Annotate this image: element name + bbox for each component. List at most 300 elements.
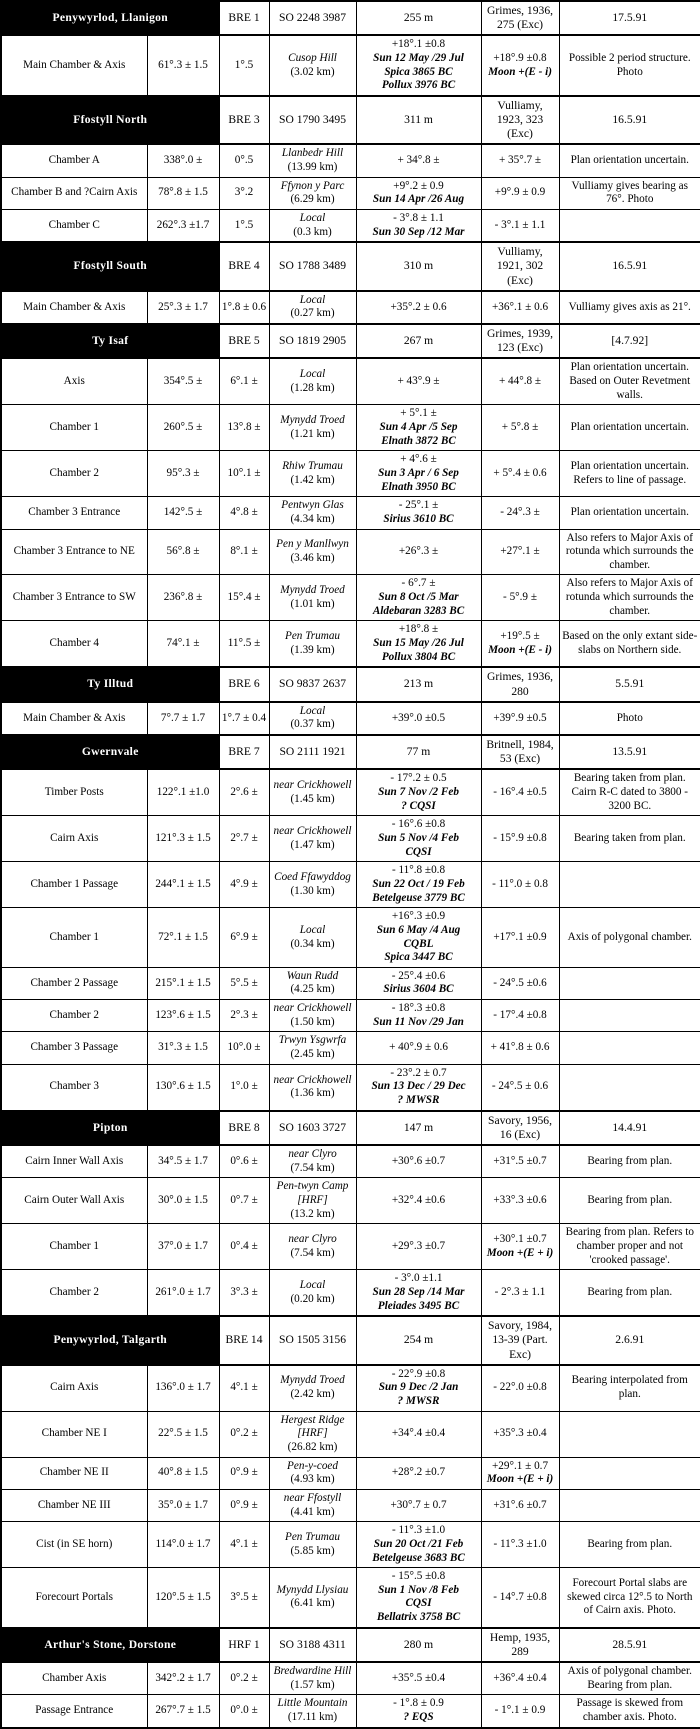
- horizon-name: Pen Trumau: [285, 630, 341, 643]
- notes-cell: [559, 1457, 700, 1489]
- declination-cell: [356, 1489, 481, 1521]
- declination-event: ? EQS: [403, 1711, 434, 1724]
- horizon-name: near Crickhowell: [273, 1002, 352, 1015]
- declination-value: - 3°.0 ±1.1: [394, 1272, 443, 1285]
- feature-label: Cairn Inner Wall Axis: [1, 1145, 147, 1178]
- horizon-name: Mynydd Llysiau: [276, 1583, 349, 1596]
- declination-corrected-value: +19°.5 ±: [500, 630, 540, 643]
- declination-cell: [356, 1662, 481, 1695]
- azimuth-value: 40°.8 ± 1.5: [147, 1457, 219, 1489]
- horizon-distance: (1.42 km): [290, 473, 335, 486]
- azimuth-value: 244°.1 ± 1.5: [147, 862, 219, 908]
- horizon-name: Llanbedr Hill: [281, 147, 344, 160]
- notes-cell: Plan orientation uncertain. Refers to line of passage.: [559, 451, 700, 497]
- site-reference: Savory, 1956, 16 (Exc): [481, 1111, 559, 1145]
- horizon-cell: [269, 1224, 356, 1270]
- declination-corrected-cell: [481, 1695, 559, 1728]
- azimuth-value: 35°.0 ± 1.7: [147, 1489, 219, 1521]
- horizon-altitude-value: 0°.5: [219, 144, 269, 177]
- declination-corrected-cell: [481, 1365, 559, 1411]
- horizon-distance: (2.45 km): [290, 1048, 335, 1061]
- declination-event: Elnath 3950 BC: [381, 480, 456, 493]
- horizon-cell: [269, 1064, 356, 1110]
- declination-corrected-value: +17°.1 ±0.9: [493, 930, 547, 943]
- site-reference: Grimes, 1939, 123 (Exc): [481, 324, 559, 358]
- azimuth-value: 120°.5 ± 1.5: [147, 1568, 219, 1628]
- declination-corrected-value: - 22°.0 ±0.8: [493, 1381, 547, 1394]
- azimuth-value: 123°.6 ± 1.5: [147, 1000, 219, 1032]
- horizon-cell: [269, 1568, 356, 1628]
- horizon-altitude-value: 10°.0 ±: [219, 1032, 269, 1064]
- horizon-cell: [269, 1365, 356, 1411]
- azimuth-value: 121°.3 ± 1.5: [147, 816, 219, 862]
- horizon-distance: (2.42 km): [290, 1388, 335, 1401]
- azimuth-value: 56°.8 ±: [147, 529, 219, 575]
- horizon-cell: [269, 967, 356, 999]
- horizon-cell: [269, 1145, 356, 1178]
- site-reference: Grimes, 1936, 275 (Exc): [481, 1, 559, 35]
- site-grid-reference: SO 1505 3156: [269, 1316, 356, 1364]
- table-row: [1, 209, 700, 242]
- declination-value: - 11°.8 ±0.8: [391, 864, 446, 877]
- declination-cell: [356, 702, 481, 735]
- declination-event: Betelgeuse 3683 BC: [372, 1551, 465, 1564]
- declination-corrected-value: + 44°.8 ±: [498, 374, 542, 387]
- horizon-distance: (5.85 km): [290, 1544, 335, 1557]
- feature-label: Axis: [1, 358, 147, 404]
- notes-cell: Plan orientation uncertain.: [559, 497, 700, 529]
- site-altitude: 280 m: [356, 1628, 481, 1662]
- horizon-distance: (1.30 km): [290, 884, 335, 897]
- feature-label: Main Chamber & Axis: [1, 35, 147, 96]
- notes-cell: Bearing from plan. Refers to chamber proper and not 'crooked passage'.: [559, 1224, 700, 1270]
- horizon-cell: [269, 575, 356, 621]
- horizon-altitude-value: 4°.1 ±: [219, 1365, 269, 1411]
- horizon-cell: [269, 497, 356, 529]
- site-reference: Britnell, 1984, 53 (Exc): [481, 735, 559, 769]
- azimuth-value: 114°.0 ± 1.7: [147, 1522, 219, 1568]
- horizon-altitude-value: 5°.5 ±: [219, 967, 269, 999]
- notes-cell: Forecourt Portal slabs are skewed circa 12°.5 to North of Cairn axis. Photo.: [559, 1568, 700, 1628]
- notes-cell: Bearing taken from plan. Cairn R-C dated to 3800 - 3200 BC.: [559, 769, 700, 815]
- azimuth-value: 130°.6 ± 1.5: [147, 1064, 219, 1110]
- horizon-cell: [269, 1662, 356, 1695]
- table-row: [1, 1365, 700, 1411]
- horizon-altitude-value: 0°.4 ±: [219, 1224, 269, 1270]
- horizon-name: Mynydd Troed: [280, 414, 345, 427]
- table-row: [1, 1695, 700, 1728]
- site-altitude: 254 m: [356, 1316, 481, 1364]
- horizon-distance: (1.50 km): [290, 1015, 335, 1028]
- declination-corrected-value: +35°.3 ±0.4: [493, 1427, 547, 1440]
- horizon-name: Local: [299, 211, 326, 224]
- azimuth-value: 22°.5 ± 1.5: [147, 1411, 219, 1457]
- table-row: [1, 358, 700, 404]
- azimuth-value: 236°.8 ±: [147, 575, 219, 621]
- declination-event: Sun 22 Oct / 19 Feb: [372, 877, 465, 890]
- horizon-name: Waun Rudd: [286, 969, 339, 982]
- declination-corrected-value: - 14°.7 ±0.8: [493, 1590, 547, 1603]
- table-row: [1, 1064, 700, 1110]
- site-grid-reference: SO 1790 3495: [269, 96, 356, 144]
- site-header-row: [1, 1628, 700, 1662]
- horizon-cell: [269, 908, 356, 968]
- feature-label: Chamber 4: [1, 621, 147, 667]
- table-row: [1, 816, 700, 862]
- site-survey-date: 14.4.91: [559, 1111, 700, 1145]
- declination-corrected-value: +18°.9 ±0.8: [493, 51, 547, 64]
- declination-corrected-cell: [481, 1489, 559, 1521]
- table-body: [1, 1, 700, 1728]
- declination-cell: [356, 1457, 481, 1489]
- azimuth-value: 338°.0 ±: [147, 144, 219, 177]
- horizon-cell: [269, 451, 356, 497]
- table-row: [1, 1224, 700, 1270]
- declination-cell: [356, 769, 481, 815]
- horizon-name: Mynydd Troed: [280, 584, 345, 597]
- horizon-altitude-value: 0°.9 ±: [219, 1489, 269, 1521]
- horizon-altitude-value: 0°.6 ±: [219, 1145, 269, 1178]
- feature-label: Chamber 2: [1, 1270, 147, 1316]
- notes-cell: Plan orientation uncertain. Based on Outer Revetment walls.: [559, 358, 700, 404]
- horizon-distance: (6.41 km): [290, 1597, 335, 1610]
- site-reference: Vulliamy, 1923, 323 (Exc): [481, 96, 559, 144]
- feature-label: Chamber Axis: [1, 1662, 147, 1695]
- horizon-name: Pen-y-coed: [287, 1459, 338, 1472]
- feature-label: Chamber NE III: [1, 1489, 147, 1521]
- table-row: [1, 291, 700, 324]
- azimuth-value: 261°.0 ± 1.7: [147, 1270, 219, 1316]
- declination-event: Sun 4 Apr /5 Sep: [379, 420, 458, 433]
- site-header-row: [1, 735, 700, 769]
- declination-value: +35°.2 ± 0.6: [390, 300, 447, 313]
- feature-label: Chamber NE II: [1, 1457, 147, 1489]
- declination-value: - 18°.3 ±0.8: [391, 1002, 446, 1015]
- declination-event: Sun 8 Oct /5 Mar: [378, 591, 459, 604]
- notes-cell: Also refers to Major Axis of rotunda which surrounds the chamber.: [559, 529, 700, 575]
- site-altitude: 310 m: [356, 242, 481, 290]
- horizon-altitude-value: 0°.2 ±: [219, 1411, 269, 1457]
- horizon-distance: (0.34 km): [290, 937, 335, 950]
- site-altitude: 255 m: [356, 1, 481, 35]
- declination-cell: [356, 1145, 481, 1178]
- horizon-name: Coed Ffawyddog: [274, 871, 351, 884]
- declination-cell: [356, 451, 481, 497]
- horizon-altitude-value: 6°.1 ±: [219, 358, 269, 404]
- horizon-distance: (1.01 km): [290, 597, 335, 610]
- declination-corrected-cell: [481, 908, 559, 968]
- declination-corrected-cell: [481, 769, 559, 815]
- notes-cell: [559, 1064, 700, 1110]
- declination-corrected-cell: [481, 1662, 559, 1695]
- feature-label: Cairn Axis: [1, 1365, 147, 1411]
- table-row: [1, 1032, 700, 1064]
- table-row: [1, 1270, 700, 1316]
- site-header-row: [1, 96, 700, 144]
- declination-corrected-value: - 2°.3 ± 1.1: [494, 1285, 546, 1298]
- notes-cell: [559, 1032, 700, 1064]
- declination-corrected-cell: [481, 209, 559, 242]
- horizon-name: Hergest Ridge [HRF]: [280, 1413, 345, 1440]
- site-survey-date: 13.5.91: [559, 735, 700, 769]
- site-reference: Savory, 1984, 13-39 (Part. Exc): [481, 1316, 559, 1364]
- declination-corrected-cell: [481, 529, 559, 575]
- horizon-distance: (1.36 km): [290, 1087, 335, 1100]
- declination-value: - 25°.4 ±0.6: [391, 969, 446, 982]
- notes-cell: [559, 967, 700, 999]
- feature-label: Chamber 3 Entrance: [1, 497, 147, 529]
- declination-value: +30°.6 ±0.7: [391, 1154, 446, 1167]
- declination-corrected-value: +30°.1 ±0.7: [493, 1233, 547, 1246]
- feature-label: Chamber C: [1, 209, 147, 242]
- declination-corrected-cell: [481, 1270, 559, 1316]
- notes-cell: Axis of polygonal chamber.: [559, 908, 700, 968]
- horizon-name: Local: [299, 1279, 326, 1292]
- declination-corrected-cell: [481, 967, 559, 999]
- table-row: [1, 35, 700, 96]
- horizon-cell: [269, 816, 356, 862]
- notes-cell: Also refers to Major Axis of rotunda which surrounds the chamber.: [559, 575, 700, 621]
- feature-label: Timber Posts: [1, 769, 147, 815]
- declination-event: Sun 9 Dec /2 Jan: [378, 1381, 459, 1394]
- declination-value: +35°.5 ±0.4: [391, 1671, 446, 1684]
- site-header-row: [1, 1316, 700, 1364]
- azimuth-value: 31°.3 ± 1.5: [147, 1032, 219, 1064]
- horizon-distance: (1.57 km): [290, 1678, 335, 1691]
- horizon-name: Bredwardine Hill: [273, 1665, 352, 1678]
- declination-corrected-value: + 35°.7 ±: [498, 154, 542, 167]
- horizon-altitude-value: 8°.1 ±: [219, 529, 269, 575]
- feature-label: Chamber 3 Entrance to SW: [1, 575, 147, 621]
- site-name: Penywyrlod, Llanigon: [1, 1, 219, 35]
- horizon-altitude-value: 4°.9 ±: [219, 862, 269, 908]
- site-survey-date: 2.6.91: [559, 1316, 700, 1364]
- declination-corrected-cell: [481, 35, 559, 96]
- feature-label: Main Chamber & Axis: [1, 291, 147, 324]
- azimuth-value: 262°.3 ±1.7: [147, 209, 219, 242]
- site-header-row: [1, 667, 700, 701]
- site-survey-date: 5.5.91: [559, 667, 700, 701]
- notes-cell: Bearing from plan.: [559, 1522, 700, 1568]
- horizon-cell: [269, 621, 356, 667]
- notes-cell: Bearing from plan.: [559, 1270, 700, 1316]
- declination-corrected-cell: [481, 451, 559, 497]
- declination-corrected-cell: [481, 816, 559, 862]
- table-row: [1, 1489, 700, 1521]
- site-code: BRE 8: [219, 1111, 269, 1145]
- horizon-distance: (0.37 km): [290, 718, 335, 731]
- azimuth-value: 34°.5 ± 1.7: [147, 1145, 219, 1178]
- site-altitude: 213 m: [356, 667, 481, 701]
- horizon-distance: (4.93 km): [290, 1473, 335, 1486]
- declination-cell: [356, 1695, 481, 1728]
- horizon-cell: [269, 702, 356, 735]
- site-name: Ffostyll North: [1, 96, 219, 144]
- declination-event: Sun 1 Nov /8 Feb: [378, 1583, 459, 1596]
- declination-cell: [356, 1224, 481, 1270]
- site-survey-date: 16.5.91: [559, 96, 700, 144]
- declination-value: +39°.0 ±0.5: [391, 711, 446, 724]
- declination-value: - 6°.7 ±: [401, 577, 436, 590]
- declination-cell: [356, 35, 481, 96]
- declination-value: - 15°.5 ±0.8: [391, 1570, 446, 1583]
- horizon-altitude-value: 4°.1 ±: [219, 1522, 269, 1568]
- declination-event: Pollux 3976 BC: [381, 79, 456, 92]
- declination-cell: [356, 144, 481, 177]
- notes-cell: Bearing taken from plan.: [559, 816, 700, 862]
- declination-corrected-cell: [481, 1064, 559, 1110]
- notes-cell: [559, 1411, 700, 1457]
- horizon-cell: [269, 1032, 356, 1064]
- table-row: [1, 529, 700, 575]
- declination-corrected-cell: [481, 621, 559, 667]
- declination-cell: [356, 1411, 481, 1457]
- declination-corrected-cell: [481, 497, 559, 529]
- notes-cell: Photo: [559, 702, 700, 735]
- horizon-cell: [269, 529, 356, 575]
- horizon-name: Pen-twyn Camp [HRF]: [276, 1180, 349, 1206]
- azimuth-value: 37°.0 ± 1.7: [147, 1224, 219, 1270]
- declination-cell: [356, 1032, 481, 1064]
- declination-event: Sun 6 May /4 Aug: [376, 923, 461, 936]
- declination-value: - 17°.2 ± 0.5: [390, 772, 447, 785]
- site-code: BRE 3: [219, 96, 269, 144]
- declination-value: - 3°.8 ± 1.1: [393, 211, 444, 224]
- declination-event: Elnath 3872 BC: [381, 434, 456, 447]
- horizon-cell: [269, 1411, 356, 1457]
- notes-cell: Possible 2 period structure. Photo: [559, 35, 700, 96]
- azimuth-value: 95°.3 ±: [147, 451, 219, 497]
- horizon-altitude-value: 13°.8 ±: [219, 405, 269, 451]
- horizon-distance: (7.54 km): [290, 1246, 335, 1259]
- azimuth-value: 260°.5 ±: [147, 405, 219, 451]
- horizon-name: Rhiw Trumau: [282, 460, 343, 473]
- azimuth-value: 78°.8 ± 1.5: [147, 177, 219, 209]
- horizon-cell: [269, 1489, 356, 1521]
- site-name: Ty Illtud: [1, 667, 219, 701]
- declination-corrected-cell: [481, 291, 559, 324]
- horizon-cell: [269, 209, 356, 242]
- table-row: [1, 621, 700, 667]
- site-name: Gwernvale: [1, 735, 219, 769]
- declination-value: +18°.1 ±0.8: [391, 38, 446, 51]
- declination-value: + 4°.6 ±: [400, 453, 437, 466]
- declination-cell: [356, 358, 481, 404]
- declination-corrected-cell: [481, 177, 559, 209]
- declination-cell: [356, 1365, 481, 1411]
- horizon-name: Cusop Hill: [288, 51, 337, 64]
- table-row: [1, 1662, 700, 1695]
- horizon-cell: [269, 291, 356, 324]
- declination-corrected-value: +9°.9 ± 0.9: [494, 186, 546, 199]
- site-code: BRE 5: [219, 324, 269, 358]
- horizon-cell: [269, 358, 356, 404]
- azimuth-value: 122°.1 ±1.0: [147, 769, 219, 815]
- feature-label: Chamber 2 Passage: [1, 967, 147, 999]
- horizon-name: Local: [299, 368, 326, 381]
- notes-cell: Based on the only extant side-slabs on Northern side.: [559, 621, 700, 667]
- horizon-altitude-value: 1°.0 ±: [219, 1064, 269, 1110]
- declination-value: - 11°.3 ±1.0: [391, 1524, 446, 1537]
- declination-corrected-cell: [481, 1411, 559, 1457]
- site-reference: Hemp, 1935, 289: [481, 1628, 559, 1662]
- declination-value: + 40°.9 ± 0.6: [389, 1041, 448, 1054]
- declination-value: + 43°.9 ±: [397, 374, 440, 387]
- declination-cell: [356, 1178, 481, 1224]
- horizon-altitude-value: 4°.8 ±: [219, 497, 269, 529]
- declination-event: Sun 3 Apr / 6 Sep: [378, 466, 459, 479]
- azimuth-value: 354°.5 ±: [147, 358, 219, 404]
- declination-cell: [356, 291, 481, 324]
- notes-cell: Vulliamy gives bearing as 76°. Photo: [559, 177, 700, 209]
- feature-label: Main Chamber & Axis: [1, 702, 147, 735]
- horizon-cell: [269, 1522, 356, 1568]
- site-reference: Grimes, 1936, 280: [481, 667, 559, 701]
- horizon-cell: [269, 1270, 356, 1316]
- horizon-cell: [269, 1457, 356, 1489]
- azimuth-value: 72°.1 ± 1.5: [147, 908, 219, 968]
- table-row: [1, 451, 700, 497]
- feature-label: Chamber 3 Passage: [1, 1032, 147, 1064]
- horizon-distance: (4.41 km): [290, 1505, 335, 1518]
- declination-cell: [356, 497, 481, 529]
- horizon-distance: (1.28 km): [290, 381, 335, 394]
- declination-corrected-cell: [481, 1224, 559, 1270]
- notes-cell: Bearing from plan.: [559, 1178, 700, 1224]
- table-row: [1, 702, 700, 735]
- feature-label: Chamber B and ?Cairn Axis: [1, 177, 147, 209]
- declination-event: Pollux 3804 BC: [381, 650, 456, 663]
- site-grid-reference: SO 2111 1921: [269, 735, 356, 769]
- declination-corrected-cell: [481, 405, 559, 451]
- horizon-altitude-value: 1°.5: [219, 209, 269, 242]
- declination-value: +34°.4 ±0.4: [391, 1427, 446, 1440]
- notes-cell: [559, 862, 700, 908]
- horizon-altitude-value: 10°.1 ±: [219, 451, 269, 497]
- declination-value: +29°.3 ±0.7: [391, 1239, 446, 1252]
- declination-corrected-value: +33°.3 ±0.6: [493, 1193, 547, 1206]
- declination-corrected-value: +36°.4 ±0.4: [493, 1671, 547, 1684]
- site-altitude: 147 m: [356, 1111, 481, 1145]
- declination-value: +26°.3 ±: [398, 545, 439, 558]
- declination-cell: [356, 575, 481, 621]
- declination-corrected-event: Moon +(E + i): [486, 1473, 554, 1486]
- declination-corrected-value: +39°.9 ±0.5: [493, 711, 547, 724]
- declination-cell: [356, 816, 481, 862]
- declination-corrected-value: + 5°.8 ±: [501, 420, 539, 433]
- horizon-altitude-value: 2°.6 ±: [219, 769, 269, 815]
- declination-cell: [356, 177, 481, 209]
- site-grid-reference: SO 3188 4311: [269, 1628, 356, 1662]
- declination-value: - 25°.1 ±: [398, 499, 439, 512]
- declination-event: Sirius 3610 BC: [383, 512, 454, 525]
- site-code: BRE 4: [219, 242, 269, 290]
- table-row: [1, 769, 700, 815]
- declination-corrected-value: - 24°.5 ± 0.6: [491, 1080, 549, 1093]
- table-row: [1, 967, 700, 999]
- horizon-distance: (13.99 km): [287, 160, 338, 173]
- site-survey-date: 16.5.91: [559, 242, 700, 290]
- site-grid-reference: SO 9837 2637: [269, 667, 356, 701]
- table-row: [1, 144, 700, 177]
- table-row: [1, 575, 700, 621]
- feature-label: Passage Entrance: [1, 1695, 147, 1728]
- horizon-altitude-value: 6°.9 ±: [219, 908, 269, 968]
- azimuth-value: 136°.0 ± 1.7: [147, 1365, 219, 1411]
- feature-label: Chamber A: [1, 144, 147, 177]
- declination-cell: [356, 1064, 481, 1110]
- declination-corrected-value: + 41°.8 ± 0.6: [490, 1041, 550, 1054]
